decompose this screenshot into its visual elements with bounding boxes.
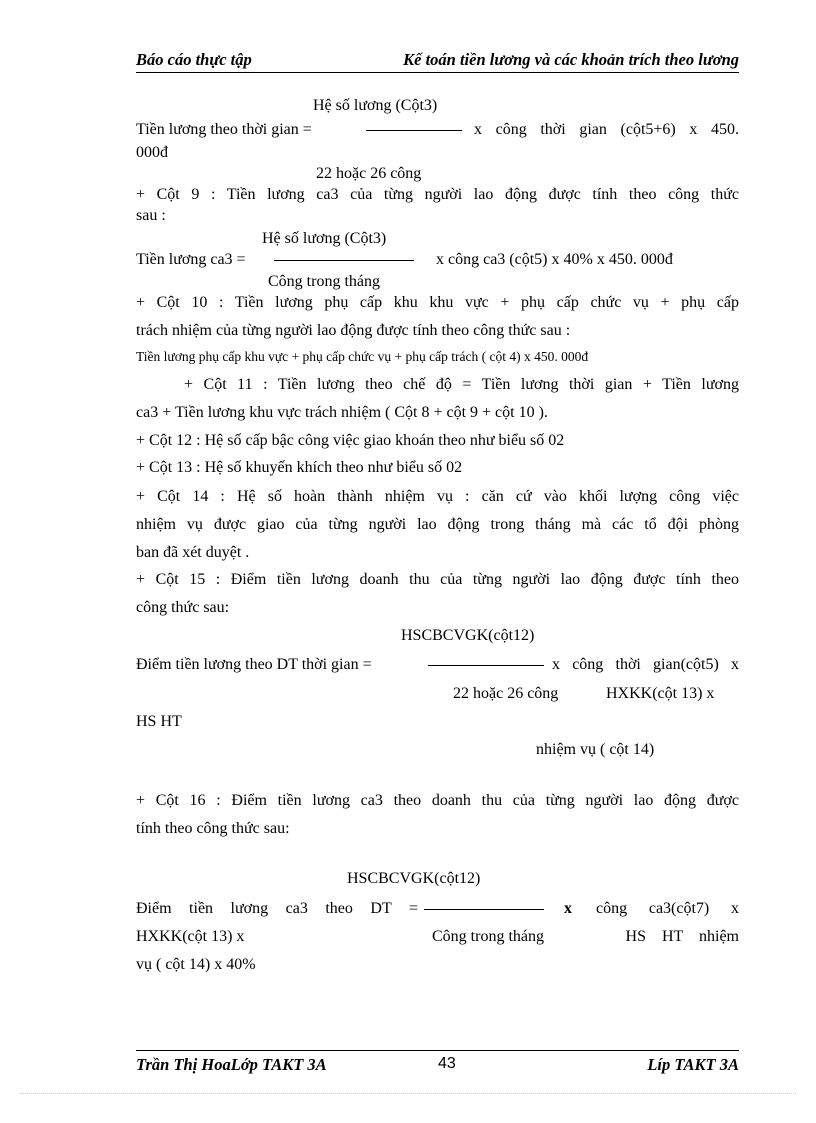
f1-numerator: Hệ số lương (Cột3) — [313, 97, 438, 114]
f2-lhs: Tiền lương ca3 = — [136, 251, 246, 268]
col15-line2: công thức sau: — [136, 599, 230, 616]
f4-numerator: HSCBCVGK(cột12) — [347, 870, 481, 887]
page-footer — [136, 1050, 739, 1074]
col10-line2: trách nhiệm của từng người lao động được tính theo công thức sau : — [136, 322, 571, 339]
f3-hs: HS HT — [136, 713, 182, 730]
f1-lhs: Tiền lương theo thời gian = — [136, 121, 312, 138]
col9-line1: + Cột 9 : Tiền lương ca3 của từng người lao động được tính theo công thức — [136, 186, 739, 203]
col10-line1: + Cột 10 : Tiền lương phụ cấp khu khu vực + phụ cấp chức vụ + phụ cấp — [136, 294, 739, 311]
col11-line1: + Cột 11 : Tiền lương theo chế độ = Tiền lương thời gian + Tiền lương — [184, 376, 739, 393]
col10-formula: Tiền lương phụ cấp khu vực + phụ cấp chức vụ + phụ cấp trách ( cột 4) x 450. 000đ — [136, 349, 589, 364]
footer-right: Líp TAKT 3A — [647, 1055, 739, 1074]
f2-denominator: Công trong tháng — [268, 273, 380, 290]
footer-left: Trần Thị HoaLớp TAKT 3A — [136, 1055, 327, 1074]
f1-rhs: x công thời gian (cột5+6) x 450. — [474, 121, 739, 138]
f3-fraction-bar — [428, 665, 544, 666]
f3-denominator: 22 hoặc 26 công — [453, 685, 559, 702]
f2-numerator: Hệ số lương (Cột3) — [262, 230, 387, 247]
f4-line2a: HXKK(cột 13) x — [136, 928, 245, 945]
f1-fraction-bar — [366, 130, 462, 131]
col14-line2: nhiệm vụ được giao của từng người lao động trong tháng mà các tổ đội phòng — [136, 516, 739, 533]
f4-line3: vụ ( cột 14) x 40% — [136, 956, 256, 973]
header-right: Kế toán tiền lương và các khoản trích theo lương — [403, 50, 739, 69]
header-left: Báo cáo thực tập — [136, 50, 252, 69]
col13-text: + Cột 13 : Hệ số khuyến khích theo như biểu số 02 — [136, 459, 463, 476]
page-header — [136, 50, 739, 73]
col16-line2: tính theo công thức sau: — [136, 820, 290, 837]
f4-x: x — [564, 900, 572, 917]
col14-line3: ban đã xét duyệt . — [136, 544, 250, 561]
col15-line1: + Cột 15 : Điểm tiền lương doanh thu của từng người lao động được tính theo — [136, 571, 739, 588]
col9-line2: sau : — [136, 207, 166, 224]
f3-nv: nhiệm vụ ( cột 14) — [536, 741, 655, 758]
col16-line1: + Cột 16 : Điểm tiền lương ca3 theo doanh thu của từng người lao động được — [136, 792, 739, 809]
col11-line2: ca3 + Tiền lương khu vực trách nhiệm ( Cột 8 + cột 9 + cột 10 ). — [136, 404, 548, 421]
page-bottom-border — [20, 1093, 796, 1094]
f3-numerator: HSCBCVGK(cột12) — [401, 627, 535, 644]
f2-rhs: x công ca3 (cột5) x 40% x 450. 000đ — [436, 251, 673, 268]
f2-fraction-bar — [274, 260, 414, 261]
f4-rhs: công ca3(cột7) x — [596, 900, 739, 917]
f4-line2b: HS HT nhiệm — [625, 928, 739, 945]
f4-lhs: Điểm tiền lương ca3 theo DT = — [136, 900, 418, 917]
f1-tail: 000đ — [136, 144, 168, 161]
col14-line1: + Cột 14 : Hệ số hoàn thành nhiệm vụ : căn cứ vào khối lượng công việc — [136, 488, 739, 505]
f4-denominator: Công trong tháng — [432, 928, 544, 945]
f3-hxkk: HXKK(cột 13) x — [606, 685, 715, 702]
f3-rhs: x công thời gian(cột5) x — [552, 656, 739, 673]
f1-denominator: 22 hoặc 26 công — [316, 165, 422, 182]
page-number: 43 — [438, 1055, 456, 1072]
col12-text: + Cột 12 : Hệ số cấp bậc công việc giao khoán theo như biểu số 02 — [136, 432, 565, 449]
f4-fraction-bar — [424, 909, 544, 910]
f3-lhs: Điểm tiền lương theo DT thời gian = — [136, 656, 372, 673]
